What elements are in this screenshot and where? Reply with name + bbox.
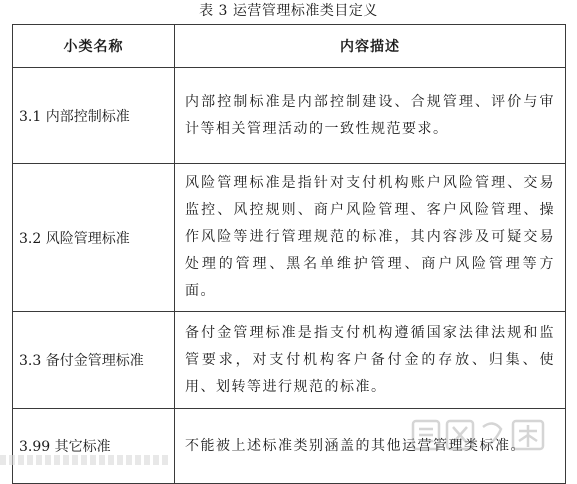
description-cell: 内部控制标准是内部控制建设、合规管理、评价与审计等相关管理活动的一致性规范要求。 <box>175 68 566 164</box>
category-cell: 3.3 备付金管理标准 <box>13 312 175 409</box>
header-category: 小类名称 <box>13 25 175 68</box>
category-cell: 3.99 其它标准 <box>13 409 175 484</box>
table-row <box>13 409 566 484</box>
table-row <box>13 312 566 409</box>
category-cell: 3.1 内部控制标准 <box>13 68 175 164</box>
table-header-row <box>13 25 566 68</box>
table-caption: 表 3 运营管理标准类目定义 <box>199 3 378 19</box>
source-url-mark <box>0 455 170 465</box>
description-cell: 风险管理标准是指针对支付机构账户风险管理、交易监控、风控规则、商户风险管理、客户风险管理、操作风险等进行管理规范的标准，其内容涉及可疑交易处理的管理、黑名单维护管理、商户风险管理等方面。 <box>175 164 566 312</box>
table-row <box>13 164 566 312</box>
description-cell: 备付金管理标准是指支付机构遵循国家法律法规和监管要求，对支付机构客户备付金的存放、归集、使用、划转等进行规范的标准。 <box>175 312 566 409</box>
standards-table <box>12 24 566 484</box>
description-cell: 不能被上述标准类别涵盖的其他运营管理类标准。 <box>175 409 566 484</box>
table-row <box>13 68 566 164</box>
category-cell: 3.2 风险管理标准 <box>13 164 175 312</box>
header-description: 内容描述 <box>175 25 566 68</box>
